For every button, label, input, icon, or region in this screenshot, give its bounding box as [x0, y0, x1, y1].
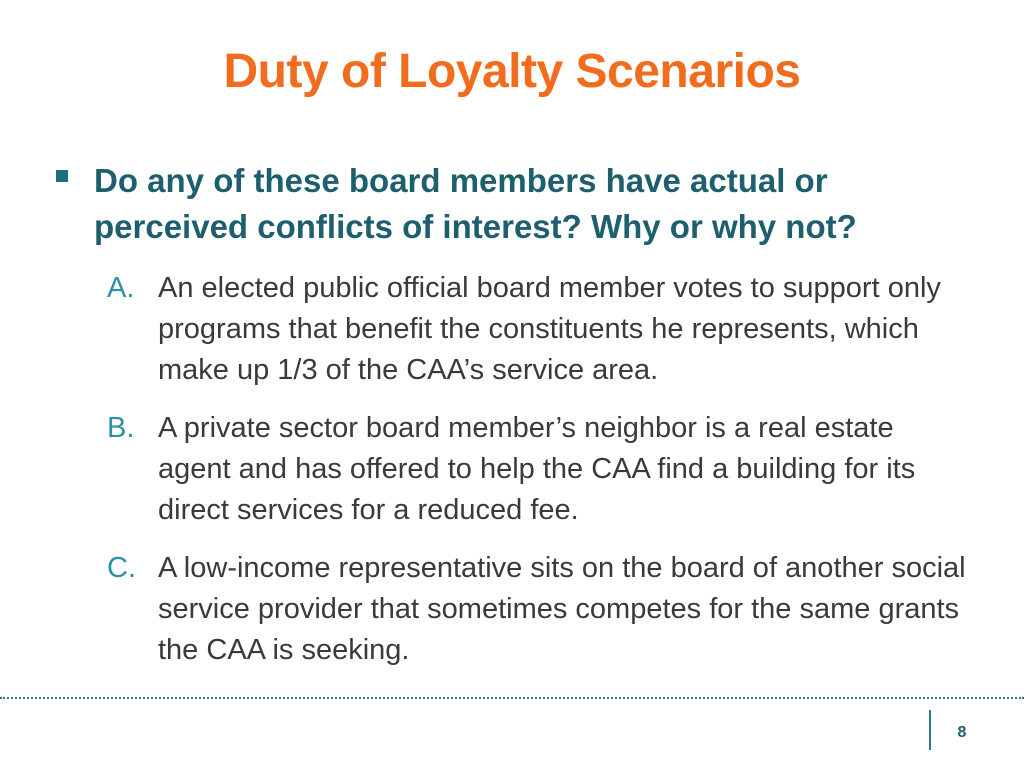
- footer-divider: [0, 697, 1024, 699]
- scenario-letter: C.: [107, 552, 136, 584]
- scenario-item-b: [107, 408, 987, 531]
- scenario-text: An elected public official board member votes to support only programs that benefit the constituents he represents, which make up 1/3 of the CAA’s service area.: [158, 272, 941, 386]
- scenario-list: [107, 268, 987, 688]
- question-text: Do any of these board members have actual or perceived conflicts of interest? Why or why not?: [94, 162, 857, 245]
- question-bullet: [56, 158, 956, 250]
- page-number: 8: [957, 724, 967, 741]
- scenario-text: A low-income representative sits on the board of another social service provider that sometimes competes for the same grants the CAA is seeking.: [158, 552, 966, 666]
- slide-title: Duty of Loyalty Scenarios: [223, 45, 801, 98]
- scenario-item-a: [107, 268, 987, 391]
- scenario-item-c: [107, 548, 987, 671]
- scenario-letter: A.: [107, 272, 135, 304]
- square-bullet-icon: [56, 170, 68, 182]
- page-number-rule: [929, 710, 931, 750]
- scenario-text: A private sector board member’s neighbor is a real estate agent and has offered to help the CAA find a building for its direct services for a reduced fee.: [158, 412, 916, 526]
- scenario-letter: B.: [107, 412, 135, 444]
